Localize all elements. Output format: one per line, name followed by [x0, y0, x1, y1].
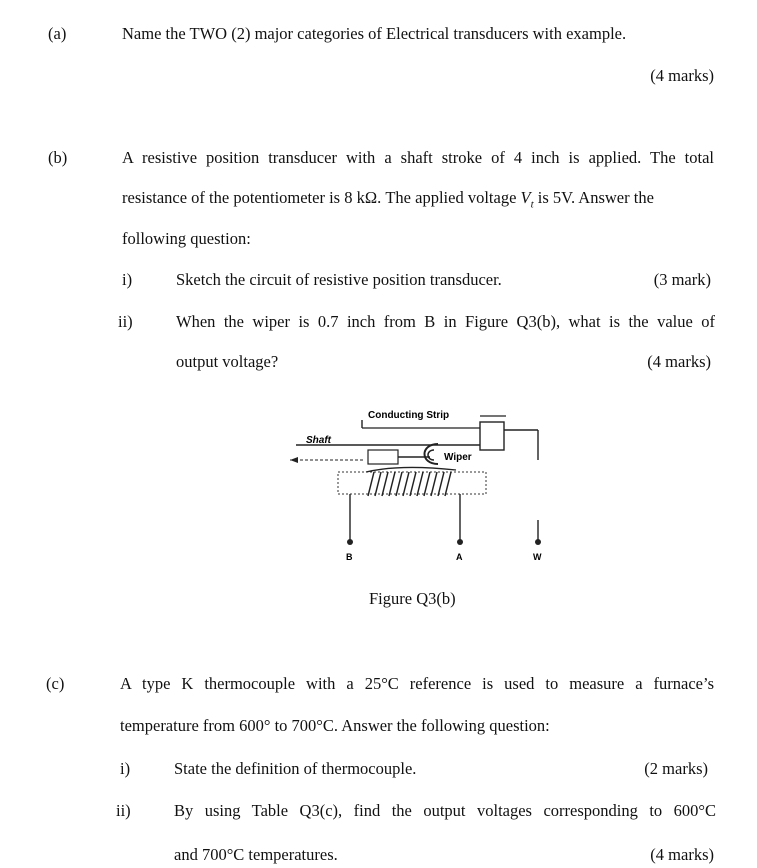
- voltage-variable: V: [520, 188, 531, 207]
- question-b-ii-label: ii): [118, 312, 133, 331]
- wiper-contact: [425, 444, 439, 464]
- question-c-label: (c): [46, 674, 65, 693]
- question-b-i-marks: (3 mark): [653, 270, 711, 289]
- coil-top-edge: [366, 467, 456, 472]
- question-c-line-2: temperature from 600° to 700°C. Answer the following question:: [120, 716, 550, 735]
- connector-box: [480, 422, 504, 450]
- question-c-ii-label: ii): [116, 801, 131, 820]
- question-b-ii-line-2: output voltage?: [176, 352, 279, 371]
- question-b-line-3: following question:: [122, 229, 251, 248]
- question-c-ii-line-1: By using Table Q3(c), find the output voltages corresponding to 600°C: [174, 801, 716, 820]
- question-c-i-marks: (2 marks): [644, 759, 708, 778]
- terminal-w-dot: [535, 539, 541, 545]
- question-c-i-text: State the definition of thermocouple.: [174, 759, 417, 778]
- question-b-line-2-text: [122, 188, 654, 210]
- terminal-a-label: A: [456, 552, 463, 562]
- voltage-subscript: t: [530, 198, 534, 211]
- figure-caption: Figure Q3(b): [369, 589, 456, 608]
- question-b-label: (b): [48, 148, 68, 167]
- conducting-strip-label: Conducting Strip: [368, 410, 450, 421]
- resistance-coil: [368, 472, 451, 496]
- resistive-transducer-figure: [280, 400, 550, 570]
- question-a-text: Name the TWO (2) major categories of Electrical transducers with example.: [122, 24, 627, 43]
- question-b-i-text: Sketch the circuit of resistive position transducer.: [176, 270, 502, 289]
- question-c-line-1: A type K thermocouple with a 25°C reference is used to measure a furnace’s: [120, 674, 714, 693]
- question-b-line-2-pre: resistance of the potentiometer is 8 kΩ. The applied voltage: [122, 188, 521, 207]
- wiper-inner: [428, 450, 434, 460]
- wiper-label: Wiper: [444, 452, 472, 463]
- question-b-line-1: A resistive position transducer with a shaft stroke of 4 inch is applied. The total: [122, 148, 714, 167]
- slider-block: [368, 450, 398, 464]
- terminal-a-dot: [457, 539, 463, 545]
- question-a-marks: (4 marks): [650, 66, 714, 85]
- terminal-w-label: W: [533, 552, 542, 562]
- question-b-line-2: [122, 188, 714, 210]
- question-c-ii-line-2: and 700°C temperatures.: [174, 845, 338, 864]
- question-b-ii-marks: (4 marks): [647, 352, 711, 371]
- shaft-label: Shaft: [306, 435, 331, 446]
- shaft-arrow-icon: [290, 457, 298, 463]
- question-c-i-label: i): [120, 759, 131, 778]
- question-b-ii-line-1: When the wiper is 0.7 inch from B in Figure Q3(b), what is the value of: [176, 312, 715, 331]
- question-c-ii-marks: (4 marks): [650, 845, 714, 864]
- question-b-i-label: i): [122, 270, 133, 289]
- question-a-label: (a): [48, 24, 67, 43]
- question-b-line-2-post: is 5V. Answer the: [533, 188, 654, 207]
- terminal-b-dot: [347, 539, 353, 545]
- terminal-b-label: B: [346, 552, 353, 562]
